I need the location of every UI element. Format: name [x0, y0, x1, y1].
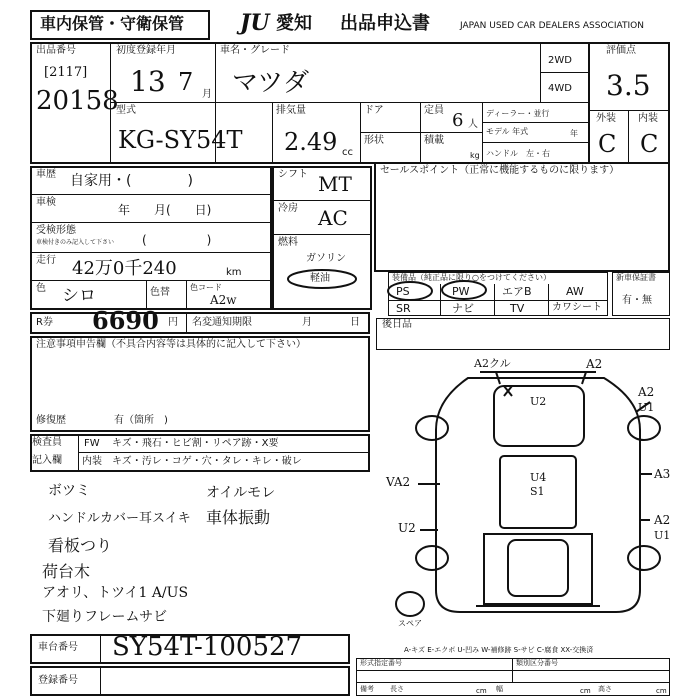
capacity-unit: 人	[468, 119, 478, 130]
history-label: 車歴	[36, 169, 56, 180]
lot-bracket: [2117]	[44, 65, 88, 80]
recycle-label: R券	[36, 317, 53, 328]
damage-mark-u2-left: U2	[398, 521, 416, 535]
accessories-label: 装備品（純正品に限り○をつけてください）	[392, 273, 551, 282]
damage-mark-u1-right: U1	[638, 401, 655, 414]
shift-label: シフト	[278, 169, 308, 180]
damage-mark-a2-right: A2	[638, 385, 655, 399]
month-unit: 月	[302, 317, 312, 328]
recycle-value: 6690	[92, 306, 159, 335]
tone-label: 色替	[150, 287, 170, 298]
load-unit: kg	[470, 151, 480, 160]
accessory-tv: TV	[510, 302, 525, 315]
mileage-label: 走行	[36, 255, 56, 266]
height-unit: cm	[656, 687, 667, 695]
width-unit: cm	[580, 687, 591, 695]
height-label: 高さ	[598, 685, 612, 693]
shift-value: MT	[318, 172, 352, 196]
car-name-label: 車名・グレード	[220, 45, 290, 56]
accessory-ps: PS	[396, 285, 410, 298]
fuel-diesel: 軽油	[310, 273, 330, 284]
note-7: オイルモレ	[206, 485, 276, 501]
chassis-label: 車台番号	[38, 642, 78, 653]
repair-history-value: 有（箇所	[114, 415, 154, 426]
accept-paren: ( )	[142, 233, 212, 247]
exterior-label: 外装	[596, 113, 616, 124]
model-label: 型式	[116, 105, 136, 116]
mileage-value: 42万0千240	[72, 258, 177, 279]
inspector-label-2: 記入欄	[32, 455, 62, 466]
damage-mark-a3: A3	[654, 467, 671, 481]
damage-mark-va2: VA2	[386, 475, 411, 489]
inspection-value: 年 月( 日)	[118, 203, 212, 217]
spare-label: スペア	[398, 619, 422, 628]
name-change-label: 名変通知期限	[192, 317, 252, 328]
accessory-airbag: エアB	[502, 285, 532, 298]
chassis-value: SY54T-100527	[112, 632, 303, 662]
exterior-grade: C	[598, 130, 617, 158]
damage-mark-u4: U4	[530, 471, 547, 484]
score-label: 評価点	[606, 45, 636, 56]
registration-label: 登録番号	[38, 675, 78, 686]
interior-label: 内装	[638, 113, 658, 124]
form-title: 出品申込書	[340, 13, 430, 34]
color-code-value: A2w	[210, 293, 237, 307]
spec-number-label: 形式指定番号	[360, 659, 402, 667]
interior-check-items: キズ・汚レ・コゲ・穴・タレ・キレ・破レ	[112, 456, 302, 467]
reg-year: 13	[130, 65, 166, 98]
damage-legend: A-キズ E-エクボ U-凹み W-補修跡 S-サビ C-腐食 XX-交換済	[404, 646, 594, 654]
accessory-navi: ナビ	[452, 302, 474, 315]
displacement-label: 排気量	[276, 105, 306, 116]
handle-label: ハンドル 左・右	[486, 149, 550, 158]
inspection-label: 車検	[36, 197, 56, 208]
color-code-label: 色コード	[190, 283, 222, 292]
damage-mark-a2-top: A2	[586, 357, 603, 371]
note-8: 車体振動	[206, 508, 271, 527]
reg-month-suffix: 月	[202, 89, 212, 100]
accessory-sr: SR	[396, 302, 411, 315]
lot-number: 20158	[36, 86, 119, 116]
note-2: ハンドルカバー耳スイキ	[48, 511, 191, 526]
accessory-aw: AW	[566, 285, 584, 298]
model-year-label: モデル 年式	[486, 127, 529, 136]
aircon-value: AC	[318, 206, 348, 230]
damage-mark-s1: S1	[530, 485, 545, 498]
aircon-label: 冷房	[278, 203, 298, 214]
note-6: 下廻りフレームサビ	[42, 609, 168, 625]
mileage-unit: km	[226, 267, 242, 278]
drive-4wd: 4WD	[548, 83, 572, 94]
accessory-seat: カワシート	[552, 302, 602, 313]
note-label: 備考	[360, 685, 374, 693]
warranty-value: 有・無	[622, 295, 652, 306]
fw-label: FW	[84, 438, 100, 449]
model-value: KG-SY54T	[118, 126, 243, 154]
note-4: 荷台木	[42, 562, 91, 581]
damage-mark-a2-front: A2クル	[474, 357, 511, 370]
interior-check-label: 内装	[82, 456, 102, 467]
color-value: シロ	[62, 286, 96, 306]
damage-mark-a2-rear: A2	[654, 513, 671, 527]
capacity-value: 6	[452, 110, 464, 131]
damage-mark-u1-rear: U1	[654, 529, 671, 542]
fuel-label: 燃料	[278, 237, 298, 248]
damage-mark-u2-front: U2	[530, 395, 547, 408]
report-label: 注意事項申告欄（不具合内容等は具体的に記入して下さい）	[36, 339, 306, 350]
load-label: 積載	[424, 135, 444, 146]
repair-history-label: 修復歴	[36, 415, 66, 426]
accept-label: 受検形態	[36, 225, 76, 236]
interior-grade: C	[640, 130, 659, 158]
note-3: 看板つり	[48, 536, 113, 555]
brand-name: 愛知	[276, 13, 312, 34]
length-label: 長さ	[390, 685, 404, 693]
score-value: 3.5	[606, 69, 651, 102]
color-label: 色	[36, 283, 46, 294]
accept-note: 車検付きのみ記入して下さい	[36, 239, 115, 246]
day-unit: 日	[350, 317, 360, 328]
repair-history-close: )	[164, 415, 168, 426]
reg-month: 7	[178, 68, 194, 96]
fuel-gasoline: ガソリン	[306, 253, 346, 264]
ju-logo: JU	[240, 10, 270, 36]
dealer-label: ディーラー・並行	[486, 109, 550, 118]
length-unit: cm	[476, 687, 487, 695]
note-5: アオリ、トツイ1 A/US	[42, 585, 189, 601]
shape-label: 形状	[364, 135, 384, 146]
accessory-pw: PW	[452, 285, 470, 298]
history-value: 自家用・( )	[70, 173, 193, 189]
year-unit: 年	[570, 129, 578, 138]
door-label: ドア	[364, 105, 384, 116]
width-label: 幅	[496, 685, 503, 693]
drive-2wd: 2WD	[548, 55, 572, 66]
storage-badge-text: 車内保管・守衛保管	[40, 14, 185, 33]
recycle-unit: 円	[168, 317, 178, 328]
warranty-label: 新車保証書	[616, 273, 656, 282]
registration-frame	[30, 666, 350, 696]
capacity-label: 定員	[424, 105, 444, 116]
displacement-value: 2.49	[284, 128, 338, 156]
class-number-label: 類別区分番号	[516, 659, 558, 667]
lot-label: 出品番号	[36, 45, 76, 56]
car-name-value: マツダ	[232, 68, 309, 98]
note-1: ボツミ	[48, 483, 90, 499]
displacement-unit: cc	[342, 147, 353, 158]
association-name: JAPAN USED CAR DEALERS ASSOCIATION	[460, 21, 644, 31]
inspector-label-1: 検査員	[32, 437, 62, 448]
sales-point-label: セールスポイント（正常に機能するものに限ります）	[380, 165, 620, 176]
fw-items: キズ・飛石・ヒビ割・リペア跡・X要	[112, 438, 279, 449]
postscript-label: 後日品	[382, 319, 412, 330]
reg-date-label: 初度登録年月	[116, 45, 176, 56]
